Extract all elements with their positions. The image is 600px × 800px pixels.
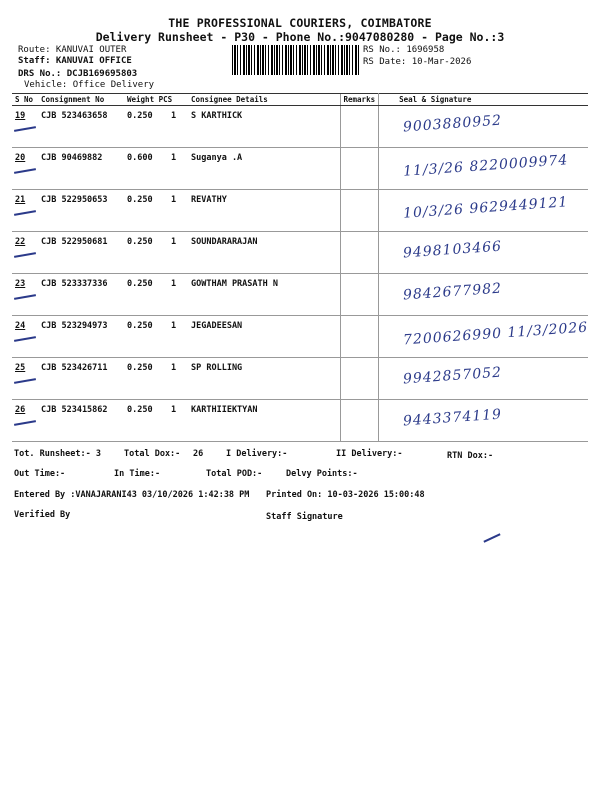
row-sno: 19 [12, 106, 38, 148]
row-consignment: CJB 523463658 [38, 106, 124, 148]
handwritten-signature: 9003880952 [402, 112, 503, 136]
rtn-dox: RTN Dox:- [447, 451, 494, 461]
row-remarks [340, 106, 379, 148]
row-consignment: CJB 522950653 [38, 190, 124, 232]
table-row [12, 400, 588, 442]
row-signature [379, 316, 588, 358]
row-weight: 0.600 [127, 153, 153, 163]
row-sno: 22 [12, 232, 38, 274]
table-header-row [12, 94, 588, 106]
tick-mark [14, 126, 36, 132]
col-remarks: Remarks [340, 94, 379, 106]
handwritten-signature: 10/3/26 9629449121 [402, 194, 569, 222]
table-row [12, 106, 588, 148]
row-pcs: 1 [171, 237, 177, 247]
row-remarks [340, 190, 379, 232]
drs-no: DRS No.: DCJB169695803 [18, 69, 138, 79]
row-pcs: 1 [171, 405, 177, 415]
row-weight: 0.250 [127, 363, 153, 373]
printed-on: Printed On: 10-03-2026 15:00:48 [266, 490, 425, 500]
row-consignee: REVATHY [188, 190, 340, 232]
row-consignment: CJB 523337336 [38, 274, 124, 316]
row-weight: 0.250 [127, 195, 153, 205]
col-seal-signature: Seal & Signature [379, 94, 588, 106]
handwritten-signature: 9498103466 [402, 238, 503, 262]
handwritten-signature: 9942857052 [402, 364, 503, 388]
row-sno: 25 [12, 358, 38, 400]
tick-mark [14, 210, 36, 216]
row-consignee: S KARTHICK [188, 106, 340, 148]
row-pcs: 1 [171, 195, 177, 205]
row-signature [379, 106, 588, 148]
handwritten-signature: 9443374119 [402, 406, 503, 430]
tick-mark [14, 336, 36, 342]
out-time: Out Time:- [14, 469, 66, 479]
ii-delivery: II Delivery:- [336, 449, 403, 459]
in-time: In Time:- [114, 469, 161, 479]
table-row [12, 316, 588, 358]
route: Route: KANUVAI OUTER [18, 45, 127, 55]
runsheet-table [12, 93, 588, 442]
total-dox-label: Total Dox:- [124, 449, 181, 459]
row-consignee: GOWTHAM PRASATH N [188, 274, 340, 316]
col-sno: S No [12, 94, 38, 106]
row-pcs: 1 [171, 321, 177, 331]
row-signature [379, 400, 588, 442]
row-pcs: 1 [171, 279, 177, 289]
entered-by: Entered By :VANAJARANI43 03/10/2026 1:42:38 PM [14, 490, 250, 500]
row-sno: 26 [12, 400, 38, 442]
row-sno: 23 [12, 274, 38, 316]
row-signature [379, 274, 588, 316]
table-row [12, 274, 588, 316]
row-pcs: 1 [171, 153, 177, 163]
row-weight: 0.250 [127, 321, 153, 331]
total-pod: Total POD:- [206, 469, 263, 479]
row-signature [379, 148, 588, 190]
rs-date: RS Date: 10-Mar-2026 [363, 57, 472, 67]
total-dox-value: 26 [193, 449, 204, 459]
row-consignee: JEGADEESAN [188, 316, 340, 358]
row-weight: 0.250 [127, 279, 153, 289]
pen-stroke [483, 533, 500, 542]
row-signature [379, 358, 588, 400]
row-signature [379, 190, 588, 232]
row-weight-pcs [124, 274, 188, 316]
row-remarks [340, 358, 379, 400]
col-weight-pcs: Weight PCS [124, 94, 188, 106]
row-remarks [340, 274, 379, 316]
company-name: THE PROFESSIONAL COURIERS, COIMBATORE [168, 16, 432, 30]
row-weight-pcs [124, 190, 188, 232]
row-weight-pcs [124, 106, 188, 148]
row-weight-pcs [124, 232, 188, 274]
row-weight-pcs [124, 148, 188, 190]
col-consignment: Consignment No [38, 94, 124, 106]
row-remarks [340, 400, 379, 442]
tick-mark [14, 378, 36, 384]
row-weight-pcs [124, 400, 188, 442]
col-consignee: Consignee Details [188, 94, 340, 106]
tick-mark [14, 294, 36, 300]
handwritten-signature: 9842677982 [402, 280, 503, 304]
rs-no: RS No.: 1696958 [363, 45, 445, 55]
row-consignee: SP ROLLING [188, 358, 340, 400]
tick-mark [14, 420, 36, 426]
handwritten-signature: 7200626990 11/3/2026 [402, 319, 589, 349]
row-remarks [340, 148, 379, 190]
tot-runsheet: Tot. Runsheet:- 3 [14, 449, 101, 459]
barcode [232, 45, 360, 75]
row-consignment: CJB 523415862 [38, 400, 124, 442]
handwritten-signature: 11/3/26 8220009974 [402, 152, 569, 180]
vehicle: Vehicle: Office Delivery [24, 80, 155, 90]
runsheet-title: Delivery Runsheet - P30 - Phone No.:9047080280 - Page No.:3 [95, 30, 505, 44]
row-pcs: 1 [171, 111, 177, 121]
row-consignment: CJB 522950681 [38, 232, 124, 274]
row-consignee: KARTHIIEKTYAN [188, 400, 340, 442]
row-consignment: CJB 523294973 [38, 316, 124, 358]
table-row [12, 190, 588, 232]
row-sno: 24 [12, 316, 38, 358]
table-row [12, 148, 588, 190]
row-signature [379, 232, 588, 274]
verified-by: Verified By [14, 510, 71, 520]
delvy-points: Delvy Points:- [286, 469, 358, 479]
staff-signature: Staff Signature [266, 512, 343, 522]
row-sno: 21 [12, 190, 38, 232]
row-weight-pcs [124, 358, 188, 400]
row-sno: 20 [12, 148, 38, 190]
row-weight: 0.250 [127, 111, 153, 121]
row-consignment: CJB 523426711 [38, 358, 124, 400]
row-weight: 0.250 [127, 237, 153, 247]
table-row [12, 232, 588, 274]
tick-mark [14, 168, 36, 174]
row-consignee: Suganya .A [188, 148, 340, 190]
i-delivery: I Delivery:- [226, 449, 288, 459]
row-remarks [340, 316, 379, 358]
row-consignee: SOUNDARARAJAN [188, 232, 340, 274]
row-pcs: 1 [171, 363, 177, 373]
row-consignment: CJB 90469882 [38, 148, 124, 190]
table-row [12, 358, 588, 400]
row-remarks [340, 232, 379, 274]
staff: Staff: KANUVAI OFFICE [18, 56, 132, 66]
tick-mark [14, 252, 36, 258]
row-weight-pcs [124, 316, 188, 358]
row-weight: 0.250 [127, 405, 153, 415]
